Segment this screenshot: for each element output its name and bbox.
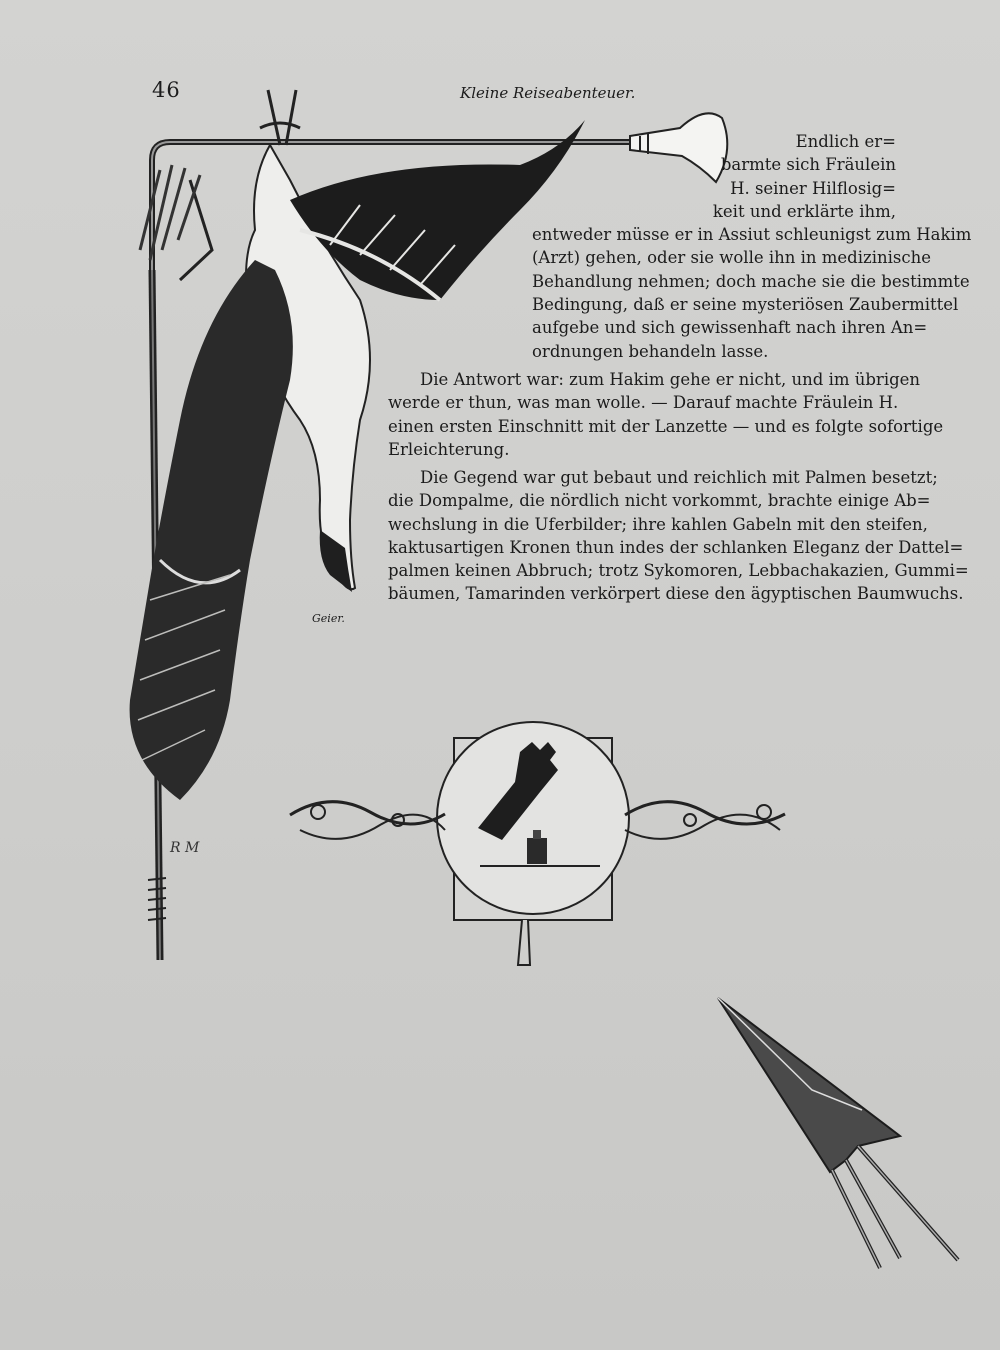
text-line: wechslung in die Uferbilder; ihre kahlen Gabeln mit den steifen, bbox=[388, 514, 928, 534]
text-line: (Arzt) gehen, oder sie wolle ihn in medizinische bbox=[532, 248, 931, 268]
text-line: Die Gegend war gut bebaut und reichlich mit Palmen besetzt; bbox=[420, 468, 938, 487]
text-line: Bedingung, daß er seine mysteriösen Zaubermittel bbox=[532, 295, 959, 315]
artist-monogram: R M bbox=[170, 840, 200, 856]
text-line: Behandlung nehmen; doch mache sie die bestimmte bbox=[532, 271, 970, 291]
text-line: Die Antwort war: zum Hakim gehe er nicht, und im übrigen bbox=[420, 370, 921, 389]
page-number: 46 bbox=[152, 78, 181, 102]
text-line: bäumen, Tamarinden verkörpert diese den ägyptischen Baumwuchs. bbox=[388, 584, 964, 604]
text-line: palmen keinen Abbruch; trotz Sykomoren, Lebbachakazien, Gummi= bbox=[388, 561, 969, 581]
paragraph-2 bbox=[388, 368, 944, 461]
text-line: barmte sich Fräulein bbox=[720, 155, 896, 175]
text-line: Erleichterung. bbox=[388, 439, 510, 459]
text-line: werde er thun, was man wolle. — Darauf machte Fräulein H. bbox=[388, 393, 899, 413]
text-line: aufgebe und sich gewissenhaft nach ihren An= bbox=[532, 318, 928, 338]
figure-caption: Geier. bbox=[312, 612, 345, 625]
paragraph-1 bbox=[532, 130, 972, 363]
text-line: entweder müsse er in Assiut schleunigst zum Hakim bbox=[532, 225, 972, 245]
arrowhead-illustration bbox=[718, 998, 958, 1268]
text-line: die Dompalme, die nördlich nicht vorkommt, brachte einige Ab= bbox=[388, 491, 931, 511]
text-line: einen ersten Einschnitt mit der Lanzette — und es folgte sofortige bbox=[388, 416, 944, 436]
text-line: ordnungen behandeln lasse. bbox=[532, 341, 769, 361]
text-line: keit und erklärte ihm, bbox=[712, 201, 896, 221]
text-line: kaktusartigen Kronen thun indes der schlanken Eleganz der Dattel= bbox=[388, 537, 964, 557]
glove-vignette bbox=[290, 722, 785, 965]
paragraph-3 bbox=[388, 466, 969, 606]
text-line: H. seiner Hilflosig= bbox=[730, 178, 896, 198]
running-head: Kleine Reiseabenteuer. bbox=[460, 84, 636, 102]
text-line: Endlich er= bbox=[795, 132, 896, 151]
